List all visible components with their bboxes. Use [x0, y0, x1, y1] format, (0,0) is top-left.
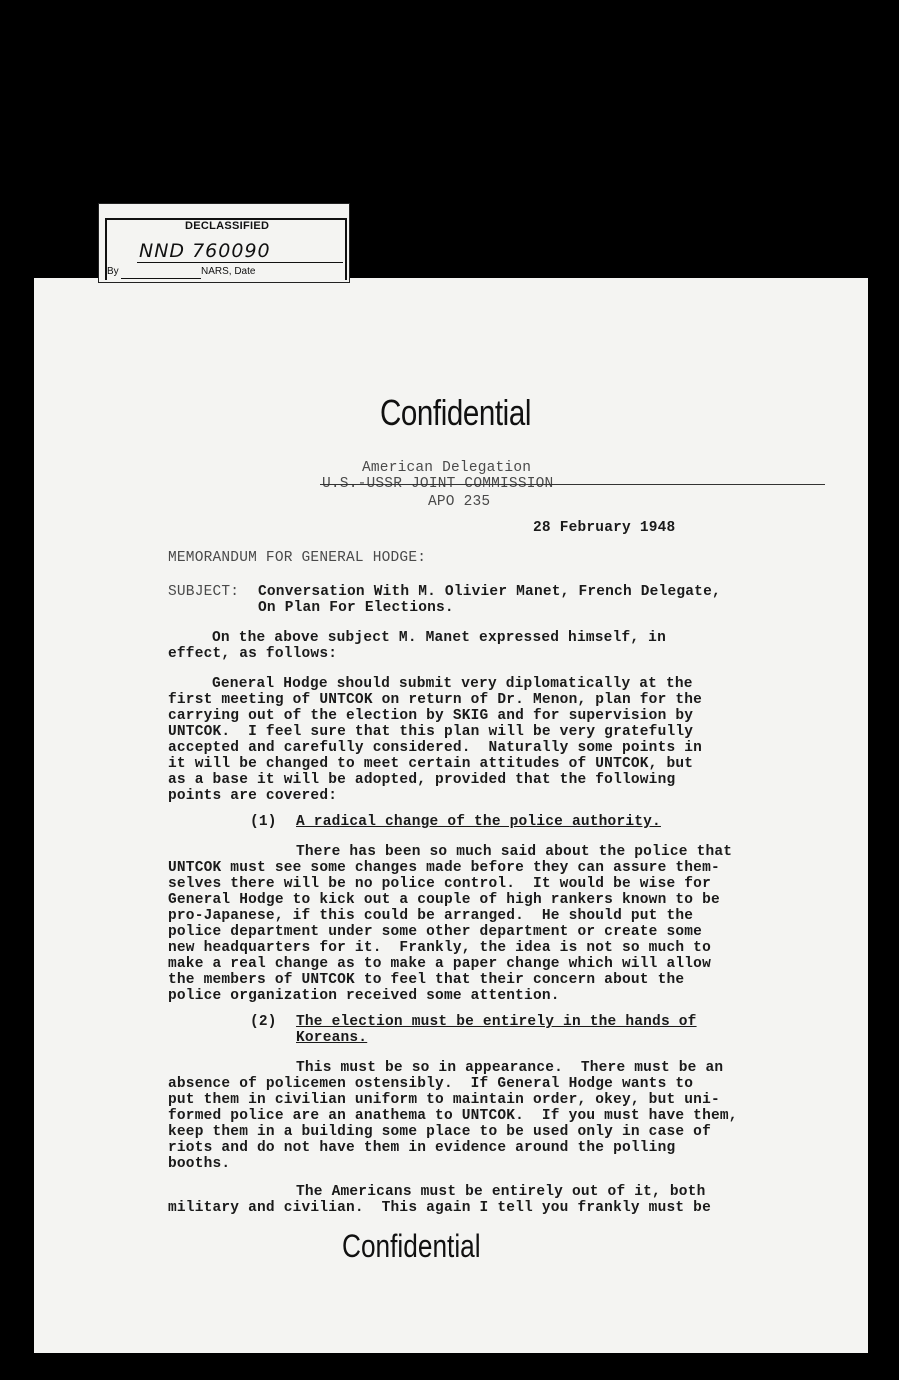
point1-line: General Hodge to kick out a couple of high rankers known to be [168, 892, 720, 908]
org-line-2: U.S.-USSR JOINT COMMISSION [322, 476, 554, 492]
point1-line: selves there will be no police control. It would be wise for [168, 876, 711, 892]
declassification-stamp [98, 203, 350, 283]
stamp-by-label: By [107, 266, 119, 277]
para1-line: it will be changed to meet certain attitudes of UNTCOK, but [168, 756, 694, 772]
memo-addressee: MEMORANDUM FOR GENERAL HODGE: [168, 550, 427, 566]
org-line-1: American Delegation [362, 460, 532, 476]
point2-line: put them in civilian uniform to maintain order, okey, but uni- [168, 1092, 720, 1108]
point2-line: keep them in a building some place to be used only in case of [168, 1124, 711, 1140]
point2-line: absence of policemen ostensibly. If General Hodge wants to [168, 1076, 694, 1092]
classification-bottom: Confidential [342, 1228, 481, 1264]
point2-title-line-1: The election must be entirely in the hands of [296, 1014, 697, 1030]
para1-line: carrying out of the election by SKIG and for supervision by [168, 708, 694, 724]
point2-line: riots and do not have them in evidence around the polling [168, 1140, 676, 1156]
memo-date: 28 February 1948 [533, 520, 676, 536]
point1-line: police organization received some attention. [168, 988, 560, 1004]
stamp-code: NND 760090 [139, 240, 271, 262]
point1-number: (1) [250, 814, 277, 830]
para1-line: General Hodge should submit very diplomatically at the [212, 676, 693, 692]
para1-line: UNTCOK. I feel sure that this plan will be very gratefully [168, 724, 694, 740]
point2-title-line-2: Koreans. [296, 1030, 368, 1046]
para1-line: accepted and carefully considered. Naturally some points in [168, 740, 703, 756]
intro-line: On the above subject M. Manet expressed himself, in [212, 630, 666, 646]
para3-line: military and civilian. This again I tell you frankly must be [168, 1200, 711, 1216]
subject-label: SUBJECT: [168, 584, 240, 600]
stamp-nars-label: NARS, Date [201, 266, 256, 277]
subject-line-2: On Plan For Elections. [258, 600, 454, 616]
point2-number: (2) [250, 1014, 277, 1030]
point1-line: make a real change as to make a paper change which will allow [168, 956, 711, 972]
point1-line: the members of UNTCOK to feel that their concern about the [168, 972, 685, 988]
intro-line: effect, as follows: [168, 646, 338, 662]
point1-line: police department under some other department or create some [168, 924, 703, 940]
point1-title: A radical change of the police authority. [296, 814, 661, 830]
org-line-3: APO 235 [428, 494, 491, 510]
point1-line: There has been so much said about the police that [296, 844, 733, 860]
point2-line: booths. [168, 1156, 231, 1172]
header-rule [320, 484, 825, 485]
para1-line: first meeting of UNTCOK on return of Dr. Menon, plan for the [168, 692, 703, 708]
stamp-code-line [137, 262, 343, 263]
point1-line: pro-Japanese, if this could be arranged. He should put the [168, 908, 694, 924]
point1-line: UNTCOK must see some changes made before they can assure them- [168, 860, 720, 876]
stamp-by-line [121, 278, 201, 279]
para1-line: as a base it will be adopted, provided that the following [168, 772, 676, 788]
subject-line-1: Conversation With M. Olivier Manet, French Delegate, [258, 584, 721, 600]
point2-line: formed police are an anathema to UNTCOK. If you must have them, [168, 1108, 738, 1124]
para3-line: The Americans must be entirely out of it, both [296, 1184, 706, 1200]
point1-line: new headquarters for it. Frankly, the idea is not so much to [168, 940, 711, 956]
stamp-title: DECLASSIFIED [185, 220, 270, 232]
para1-line: points are covered: [168, 788, 338, 804]
classification-top: Confidential [380, 392, 531, 433]
point2-line: This must be so in appearance. There must be an [296, 1060, 724, 1076]
